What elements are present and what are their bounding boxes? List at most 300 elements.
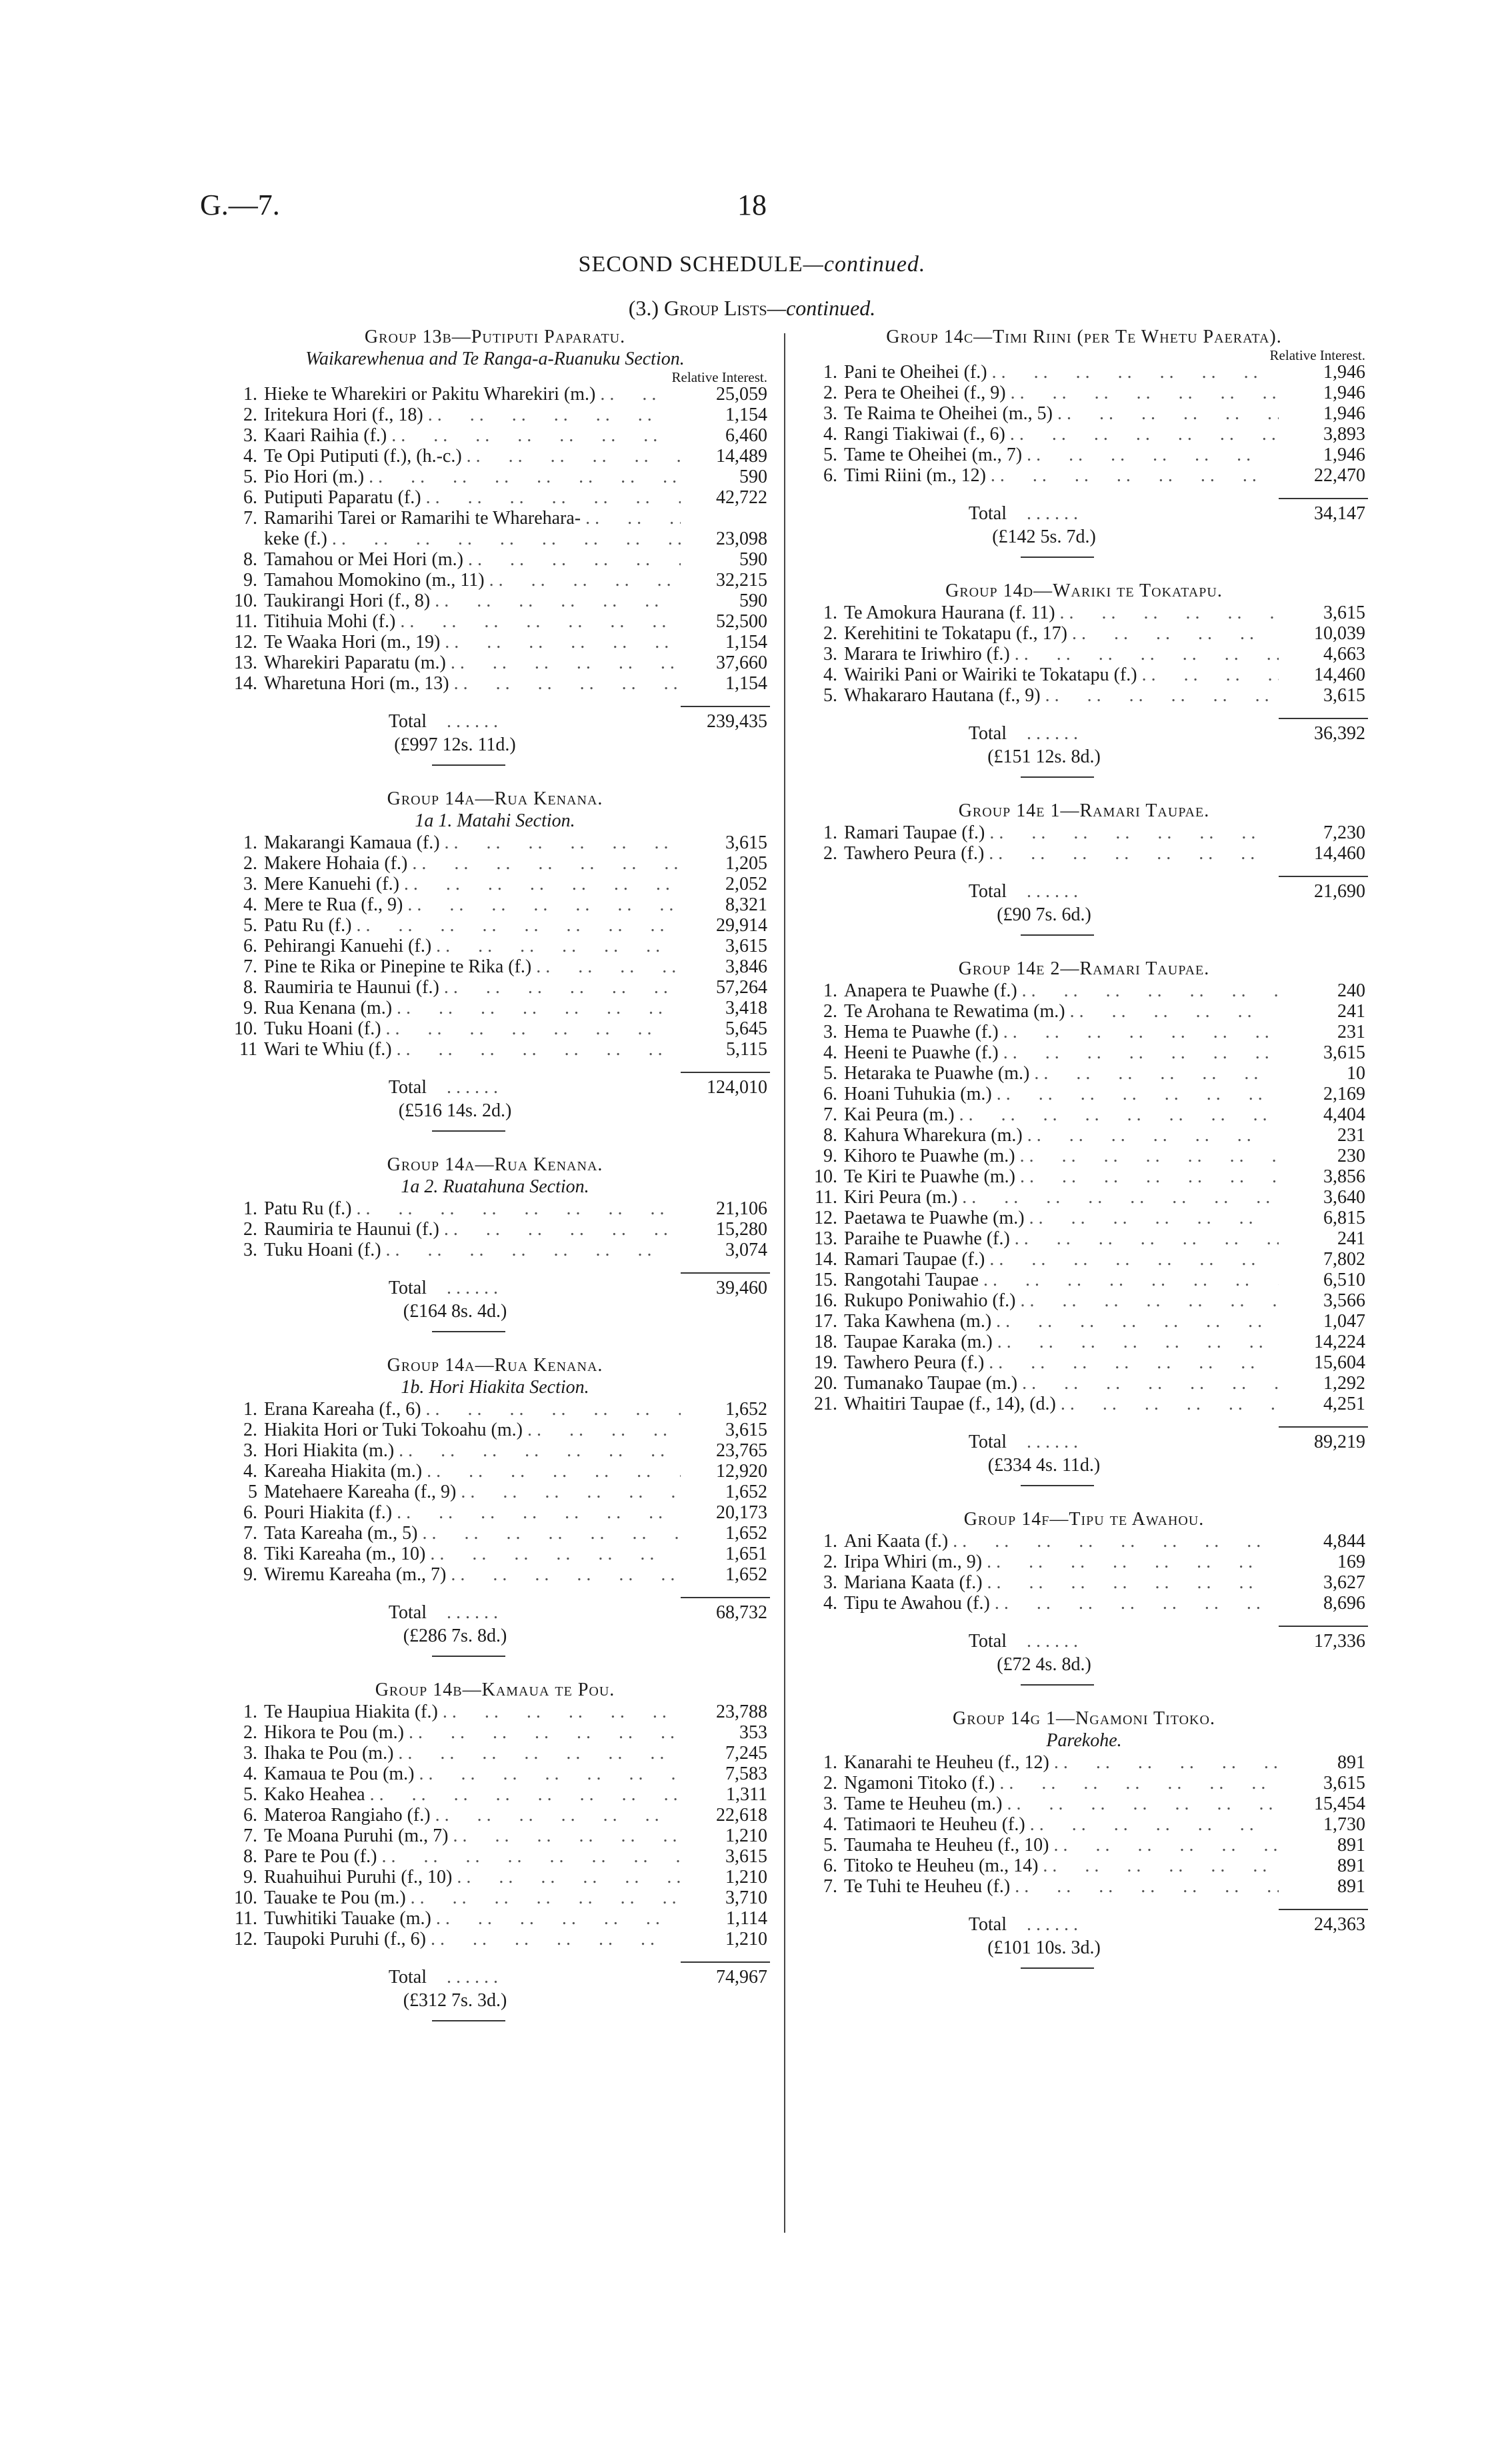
owner-name: Pio Hori (m.) . . [264,467,681,487]
item-number: 3. [823,644,837,664]
item-number: 12. [234,632,257,652]
money-value: (£142 5s. 7d.) [992,527,1096,547]
money-value: (£286 7s. 8d.) [403,1626,507,1646]
total-leader-dots: . . . . . . [1027,1631,1078,1652]
group-subtitle: 1b. Hori Hiakita Section. [401,1377,589,1398]
owner-name: Wari te Whiu (f.) . . [264,1039,681,1060]
item-number: 3. [823,403,837,424]
relative-interest-value: 1,946 [1323,362,1365,383]
owner-name: Hoani Tuhukia (m.) . . [844,1084,1279,1104]
item-number: 5. [823,445,837,465]
item-number: 2. [243,405,257,425]
item-number: 15. [814,1270,837,1290]
group-block [800,800,1368,936]
group-title: Group 14c—Timi Riini (per Te Whetu Paerata). [886,327,1282,347]
relative-interest-value: 1,210 [725,1929,767,1949]
list-item [800,1794,1368,1814]
owner-name: Te Moana Puruhi (m., 7) . . [264,1826,681,1846]
total-leader-dots: . . . . . . [447,711,498,732]
item-number: 12. [234,1929,257,1949]
owner-name: Pera te Oheihei (f., 9) . . [844,383,1279,403]
item-number: 10. [234,1887,257,1908]
relative-interest-value: 3,615 [1323,685,1365,706]
list-item [220,384,770,405]
item-number: 7. [243,1523,257,1544]
list-item [220,1702,770,1722]
owner-name: Tipu te Awahou (f.) . . [844,1593,1279,1614]
item-number: 6. [823,1855,837,1876]
list-item [220,1482,770,1502]
group-separator [432,2020,505,2021]
list-item [800,980,1368,1001]
owner-name: Wharetuna Hori (m., 13) . . [264,673,681,694]
list-item [220,1722,770,1743]
group-block [220,327,770,766]
group-separator [432,1130,505,1132]
group-subtitle: Waikarewhenua and Te Ranga-a-Ruanuku Section. [305,349,685,369]
money-value: (£101 10s. 3d.) [987,1937,1101,1958]
money-value: (£164 8s. 4d.) [403,1301,507,1322]
relative-interest-value: 4,404 [1323,1104,1365,1125]
item-number: 4. [823,424,837,445]
list-item [220,1805,770,1826]
relative-interest-value: 7,245 [725,1743,767,1764]
list-item [220,1523,770,1544]
group-title: Group 14f—Tipu te Awahou. [963,1509,1205,1530]
group-separator [1021,557,1094,558]
group-title: Group 14a—Rua Kenana. [387,1154,603,1175]
relative-interest-value: 3,615 [725,832,767,853]
relative-interest-value: 14,489 [716,446,767,467]
owner-name: Mere te Rua (f., 9) . . [264,894,681,915]
list-item [220,1784,770,1805]
group-block [800,1509,1368,1686]
relative-interest-value: 590 [739,591,767,611]
owner-name: Hiakita Hori or Tuki Tokoahu (m.) . . [264,1420,681,1440]
group-separator [1021,934,1094,936]
total-label: Total [968,1432,1007,1452]
owner-name: Makarangi Kamaua (f.) . . [264,832,681,853]
relative-interest-value: 1,652 [725,1399,767,1420]
owner-name: Marara te Iriwhiro (f.) . . [844,644,1279,664]
relative-interest-value: 1,154 [725,405,767,425]
list-item [800,623,1368,644]
relative-interest-value: 241 [1337,1228,1365,1249]
relative-interest-value: 2,052 [725,874,767,894]
group-lists-title-cont: —continued. [767,296,876,320]
list-item [800,664,1368,685]
owner-name: Paetawa te Puawhe (m.) . . [844,1208,1279,1228]
group-separator [432,764,505,766]
list-item [220,1764,770,1784]
list-item [220,1219,770,1240]
list-item [220,1867,770,1887]
item-number: 9. [243,998,257,1018]
group-title: Group 14a—Rua Kenana. [387,788,603,809]
group-block [800,581,1368,778]
list-item [800,1166,1368,1187]
list-item [220,1399,770,1420]
owner-name: Pare te Pou (f.) . . [264,1846,681,1867]
list-item [220,1039,770,1060]
list-item [800,1290,1368,1311]
list-item [220,529,770,549]
owner-name: Raumiria te Haunui (f.) . . [264,977,681,998]
relative-interest-value: 25,059 [716,384,767,405]
relative-interest-value: 2,169 [1323,1084,1365,1104]
owner-name: Erana Kareaha (f., 6) . . [264,1399,681,1420]
relative-interest-value: 1,154 [725,632,767,652]
list-item [220,446,770,467]
item-number: 9. [243,1564,257,1585]
relative-interest-value: 1,292 [1323,1373,1365,1394]
list-item [800,445,1368,465]
owner-name: Te Raima te Oheihei (m., 5) . . [844,403,1279,424]
relative-interest-value: 1,946 [1323,383,1365,403]
owner-name: Kai Peura (m.) . . [844,1104,1279,1125]
item-number: 9. [243,1867,257,1887]
item-number: 4. [243,1461,257,1482]
item-number: 1. [243,384,257,405]
item-number: 3. [823,1794,837,1814]
owner-name: Kihoro te Puawhe (m.) . . [844,1146,1279,1166]
owner-name: Ramari Taupae (f.) . . [844,822,1279,843]
owner-name: Titihuia Mohi (f.) . . [264,611,681,632]
relative-interest-value: 37,660 [716,652,767,673]
list-item [800,644,1368,664]
relative-interest-value: 23,098 [716,529,767,549]
total-value: 34,147 [1279,498,1368,524]
owner-name: Matehaere Kareaha (f., 9) . . [264,1482,681,1502]
owner-name: Iritekura Hori (f., 18) . . [264,405,681,425]
owner-name: Tawhero Peura (f.) . . [844,1352,1279,1373]
relative-interest-value: 1,652 [725,1482,767,1502]
group-lists-title [0,296,1504,321]
relative-interest-value: 42,722 [716,487,767,508]
item-number: 3. [823,1022,837,1042]
list-item [220,405,770,425]
relative-interest-value: 169 [1337,1552,1365,1572]
relative-interest-header: Relative Interest. [1269,347,1365,363]
relative-interest-value: 1,154 [725,673,767,694]
total-label: Total [968,723,1007,744]
item-number: 10. [234,1018,257,1039]
owner-name: Hikora te Pou (m.) . . [264,1722,681,1743]
list-item [800,1531,1368,1552]
item-number: 2. [243,1722,257,1743]
page-number: 18 [737,189,767,221]
group-subtitle: 1a 1. Matahi Section. [415,810,575,831]
list-item [220,832,770,853]
relative-interest-value: 231 [1337,1125,1365,1146]
item-number: 8. [243,1846,257,1867]
total-row [800,1909,1368,1935]
owner-name: Tawhero Peura (f.) . . [844,843,1279,864]
relative-interest-value: 3,566 [1323,1290,1365,1311]
owner-name: Patu Ru (f.) . . [264,915,681,936]
total-row [220,706,770,732]
relative-interest-value: 29,914 [716,915,767,936]
total-row [800,876,1368,902]
item-number: 21. [814,1394,837,1414]
item-number: 7. [243,1826,257,1846]
list-item [800,1394,1368,1414]
owner-name: Tuwhitiki Tauake (m.) . . [264,1908,681,1929]
item-number: 3. [243,1743,257,1764]
list-item [800,1552,1368,1572]
item-number: 6. [823,1084,837,1104]
owner-name: Te Haupiua Hiakita (f.) . . [264,1702,681,1722]
list-item [800,822,1368,843]
owner-name: Makere Hohaia (f.) . . [264,853,681,874]
relative-interest-value: 21,106 [716,1198,767,1219]
list-item [800,1572,1368,1593]
relative-interest-value: 590 [739,467,767,487]
total-label: Total [388,1967,427,1987]
owner-name: Ani Kaata (f.) . . [844,1531,1279,1552]
list-item [220,467,770,487]
item-number: 4. [823,1042,837,1063]
list-item [220,1440,770,1461]
total-row [800,1426,1368,1452]
money-value: (£90 7s. 6d.) [997,904,1091,925]
owner-name: Hori Hiakita (m.) . . [264,1440,681,1461]
owner-name: Te Tuhi te Heuheu (f.) . . [844,1876,1279,1897]
total-leader-dots: . . . . . . [1027,503,1078,524]
list-item [800,1146,1368,1166]
list-item [220,1887,770,1908]
item-number: 1. [243,1702,257,1722]
total-row [800,718,1368,744]
item-number: 11. [235,1908,257,1929]
list-item [800,1835,1368,1855]
group-title: Group 14e 2—Ramari Taupae. [958,958,1210,979]
money-value: (£72 4s. 8d.) [997,1654,1091,1675]
total-row [220,1072,770,1098]
list-item [800,362,1368,383]
item-number: 1. [823,1531,837,1552]
item-number: 5. [243,467,257,487]
item-number: 2. [243,1420,257,1440]
relative-interest-header: Relative Interest. [671,369,767,385]
owner-name: Materoa Rangiaho (f.) . . [264,1805,681,1826]
list-item [220,1198,770,1219]
total-value: 39,460 [681,1272,770,1298]
group-separator [1021,1485,1094,1486]
item-number: 6. [243,936,257,956]
list-item [800,465,1368,486]
owner-name: Tuku Hoani (f.) . . [264,1240,681,1260]
item-number: 2. [243,853,257,874]
relative-interest-value: 4,844 [1323,1531,1365,1552]
list-item [800,685,1368,706]
item-number: 4. [243,446,257,467]
list-item [800,1249,1368,1270]
list-item [220,874,770,894]
owner-name: Pine te Rika or Pinepine te Rika (f.) . . [264,956,681,977]
item-number: 6. [243,1502,257,1523]
relative-interest-value: 3,615 [725,1846,767,1867]
owner-name: Paraihe te Puawhe (f.) . . [844,1228,1279,1249]
list-item [800,1084,1368,1104]
owner-name: Taumaha te Heuheu (f., 10) . . [844,1835,1279,1855]
item-number: 3. [243,1440,257,1461]
item-number: 9. [823,1146,837,1166]
total-label: Total [388,1077,427,1098]
total-leader-dots: . . . . . . [1027,1914,1078,1935]
relative-interest-value: 1,946 [1323,403,1365,424]
owner-name: Wairiki Pani or Wairiki te Tokatapu (f.) . . [844,664,1279,685]
item-number: 8. [243,1544,257,1564]
list-item [220,632,770,652]
relative-interest-value: 8,321 [725,894,767,915]
item-number: 1. [243,832,257,853]
relative-interest-value: 1,730 [1323,1814,1365,1835]
owner-name: Tamahou or Mei Hori (m.) . . [264,549,681,570]
relative-interest-value: 8,696 [1323,1593,1365,1614]
owner-name: Putiputi Paparatu (f.) . . [264,487,681,508]
group-separator [1021,1967,1094,1969]
item-number: 6. [823,465,837,486]
item-number: 11. [235,611,257,632]
relative-interest-value: 3,893 [1323,424,1365,445]
list-item [800,1208,1368,1228]
total-value: 17,336 [1279,1626,1368,1652]
item-number: 7. [823,1104,837,1125]
owner-name: Rukupo Poniwahio (f.) . . [844,1290,1279,1311]
owner-name: Te Kiri te Puawhe (m.) . . [844,1166,1279,1187]
relative-interest-value: 14,224 [1314,1332,1365,1352]
list-item [800,1228,1368,1249]
relative-interest-value: 3,615 [725,936,767,956]
item-number: 7. [243,508,257,529]
owner-name: Tumanako Taupae (m.) . . [844,1373,1279,1394]
relative-interest-value: 15,454 [1314,1794,1365,1814]
group-block [220,788,770,1132]
group-block [220,1355,770,1657]
owner-name: Ramarihi Tarei or Ramarihi te Wharehara- . . [264,508,681,529]
owner-name: Kaari Raihia (f.) . . [264,425,681,446]
list-item [220,425,770,446]
list-item [800,1270,1368,1290]
document-code: G.—7. [200,189,280,221]
owner-name: Tame te Heuheu (m.) . . [844,1794,1279,1814]
list-item [800,1042,1368,1063]
group-block [220,1154,770,1332]
owner-name: Tiki Kareaha (m., 10) . . [264,1544,681,1564]
list-item [220,1544,770,1564]
owner-name: Raumiria te Haunui (f.) . . [264,1219,681,1240]
list-item [800,1125,1368,1146]
group-subtitle: 1a 2. Ruatahuna Section. [401,1176,589,1197]
list-item [220,591,770,611]
list-item [800,424,1368,445]
item-number: 7. [243,956,257,977]
item-number: 10. [814,1166,837,1187]
total-value: 68,732 [681,1597,770,1623]
list-item [800,1332,1368,1352]
item-number: 5. [823,1063,837,1084]
item-number: 16. [814,1290,837,1311]
relative-interest-value: 7,802 [1323,1249,1365,1270]
relative-interest-value: 4,663 [1323,644,1365,664]
owner-name: Ramari Taupae (f.) . . [844,1249,1279,1270]
item-number: 2. [823,1773,837,1794]
list-item [800,1022,1368,1042]
item-number: 1. [823,362,837,383]
item-number: 1. [243,1198,257,1219]
relative-interest-value: 1,651 [725,1544,767,1564]
item-number: 20. [814,1373,837,1394]
owner-name: Anapera te Puawhe (f.) . . [844,980,1279,1001]
owner-name: Pani te Oheihei (f.) . . [844,362,1279,383]
relative-interest-value: 891 [1337,1835,1365,1855]
list-item [220,1908,770,1929]
money-value: (£997 12s. 11d.) [394,734,516,755]
relative-interest-value: 3,615 [1323,603,1365,623]
total-leader-dots: . . . . . . [447,1077,498,1098]
owner-name: Titoko te Heuheu (m., 14) . . [844,1855,1279,1876]
list-item [220,611,770,632]
item-number: 17. [814,1311,837,1332]
relative-interest-value: 1,205 [725,853,767,874]
item-number: 13. [234,652,257,673]
item-number: 12. [814,1208,837,1228]
item-number: 2. [823,1552,837,1572]
relative-interest-value: 3,710 [725,1887,767,1908]
item-number: 10. [234,591,257,611]
item-number: 5. [243,1784,257,1805]
item-number: 3. [823,1572,837,1593]
relative-interest-value: 57,264 [716,977,767,998]
list-item [220,487,770,508]
item-number: 5 [248,1482,257,1502]
relative-interest-value: 241 [1337,1001,1365,1022]
total-label: Total [388,711,427,732]
list-item [220,508,770,529]
group-title: Group 14e 1—Ramari Taupae. [958,800,1210,821]
total-leader-dots: . . . . . . [1027,723,1078,744]
item-number: 11 [239,1039,257,1060]
relative-interest-value: 23,788 [716,1702,767,1722]
list-item [800,1593,1368,1614]
list-item [800,1752,1368,1773]
group-title: Group 14d—Wariki te Tokatapu. [945,581,1223,601]
group-title: Group 14b—Kamaua te Pou. [375,1680,615,1700]
item-number: 2. [823,383,837,403]
item-number: 4. [823,1593,837,1614]
owner-name: Pouri Hiakita (f.) . . [264,1502,681,1523]
group-lists-title-main: (3.) Group Lists [628,296,767,320]
group-title: Group 14a—Rua Kenana. [387,1355,603,1376]
item-number: 6. [243,487,257,508]
owner-name: Mere Kanuehi (f.) . . [264,874,681,894]
relative-interest-value: 891 [1337,1855,1365,1876]
item-number: 6. [243,1805,257,1826]
relative-interest-value: 12,920 [716,1461,767,1482]
relative-interest-value: 7,230 [1323,822,1365,843]
owner-name: Wiremu Kareaha (m., 7) . . [264,1564,681,1585]
relative-interest-value: 7,583 [725,1764,767,1784]
total-value: 36,392 [1279,718,1368,744]
relative-interest-value: 1,946 [1323,445,1365,465]
item-number: 5. [243,915,257,936]
owner-name: Te Arohana te Rewatima (m.) . . [844,1001,1279,1022]
owner-name: Kanarahi te Heuheu (f., 12) . . [844,1752,1279,1773]
list-item [220,1846,770,1867]
item-number: 19. [814,1352,837,1373]
item-number: 8. [243,549,257,570]
